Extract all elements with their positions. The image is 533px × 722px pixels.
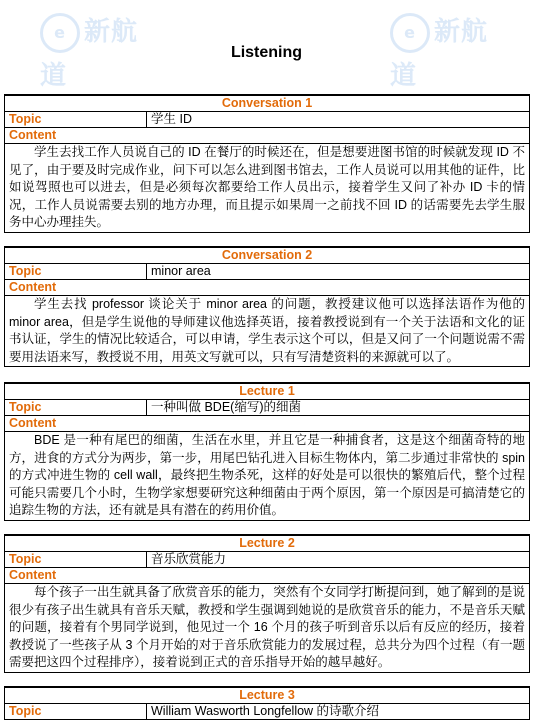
section-heading: Lecture 3 — [5, 687, 530, 704]
content-text: 学生去找工作人员说自己的 ID 在餐厅的时候还在，但是想要进图书馆的时候就发现 ID 不见了，由于要及时完成作业，问下可以怎么进到图书馆去，工作人员说可以用其他的证件，比如说驾照也可以进去，但是必须每次都要给工作人员出示，接着学生又问了补办 ID 卡的情况，工作人员说需要去别的地方办理，而且提示如果周一之前找不回 ID 的话需要先去学生服务中心办理挂失。 — [5, 144, 530, 233]
topic-value: 学生 ID — [147, 112, 530, 128]
watermark-text: 新航道 — [40, 17, 139, 91]
section-heading: Lecture 1 — [5, 383, 530, 400]
topic-value: William Wasworth Longfellow 的诗歌介绍 — [147, 704, 530, 720]
content-text: 每个孩子一出生就具备了欣赏音乐的能力，突然有个女同学打断提问到，她了解到的是说很少有孩子出生就具有音乐天赋，教授和学生强调到她说的是欣赏音乐的能力，不是音乐天赋的问题，接着有个男同学说到，他见过一个 16 个月的孩子听到音乐以后有反应的经历，接着教授说了一些孩子从 3 个月开始的对于音乐欣赏能力的发展过程，总共分为四个过程（有一题需要把这四个过程排序），接着说到正式的音乐指导开始的越早越好。 — [5, 584, 530, 673]
section-lecture-3 — [4, 686, 530, 720]
section-conversation-1 — [4, 94, 530, 233]
topic-label: Topic — [5, 552, 147, 568]
logo-circle-icon: e — [390, 13, 430, 53]
section-conversation-2 — [4, 246, 530, 367]
content-text: 学生去找 professor 谈论关于 minor area 的问题，教授建议他可以选择法语作为他的 minor area，但是学生说他的导师建议他选择英语，接着教授说到有一个关于法语和文化的证书认证，学生的情况比较适合，可以申请，学生表示这个可以，但是又问了一个问题说需不需要用法语来写，教授说不用，用英文写就可以，只有写清楚资料的来源就可以了。 — [5, 296, 530, 367]
section-lecture-1 — [4, 382, 530, 521]
content-label: Content — [5, 280, 530, 296]
topic-label: Topic — [5, 704, 147, 720]
section-heading: Conversation 2 — [5, 247, 530, 264]
content-label: Content — [5, 416, 530, 432]
content-label: Content — [5, 568, 530, 584]
section-heading: Lecture 2 — [5, 535, 530, 552]
section-heading: Conversation 1 — [5, 95, 530, 112]
page-title: Listening — [230, 44, 303, 61]
topic-value: 音乐欣赏能力 — [147, 552, 530, 568]
topic-value: 一种叫做 BDE(缩写)的细菌 — [147, 400, 530, 416]
section-lecture-2 — [4, 534, 530, 673]
topic-label: Topic — [5, 112, 147, 128]
topic-value: minor area — [147, 264, 530, 280]
topic-label: Topic — [5, 400, 147, 416]
content-text: BDE 是一种有尾巴的细菌，生活在水里，并且它是一种捕食者，这是这个细菌奇特的地方，进食的方式分为两步，第一步，用尾巴钻孔进入目标生物体内，第二步通过非常快的 spin 的方式冲进生物的 cell wall，最终把生物杀死，这样的好处是可以很快的繁殖后代，整个过程可能只需要几个小时，生物学家想要研究这种细菌由于两个原因，第一个原因是可搞清楚它的追踪生物的方法，还有就是具有潜在的药用价值。 — [5, 432, 530, 521]
watermark-text: 新航道 — [390, 17, 489, 91]
logo-circle-icon: e — [40, 13, 80, 53]
topic-label: Topic — [5, 264, 147, 280]
content-label: Content — [5, 128, 530, 144]
